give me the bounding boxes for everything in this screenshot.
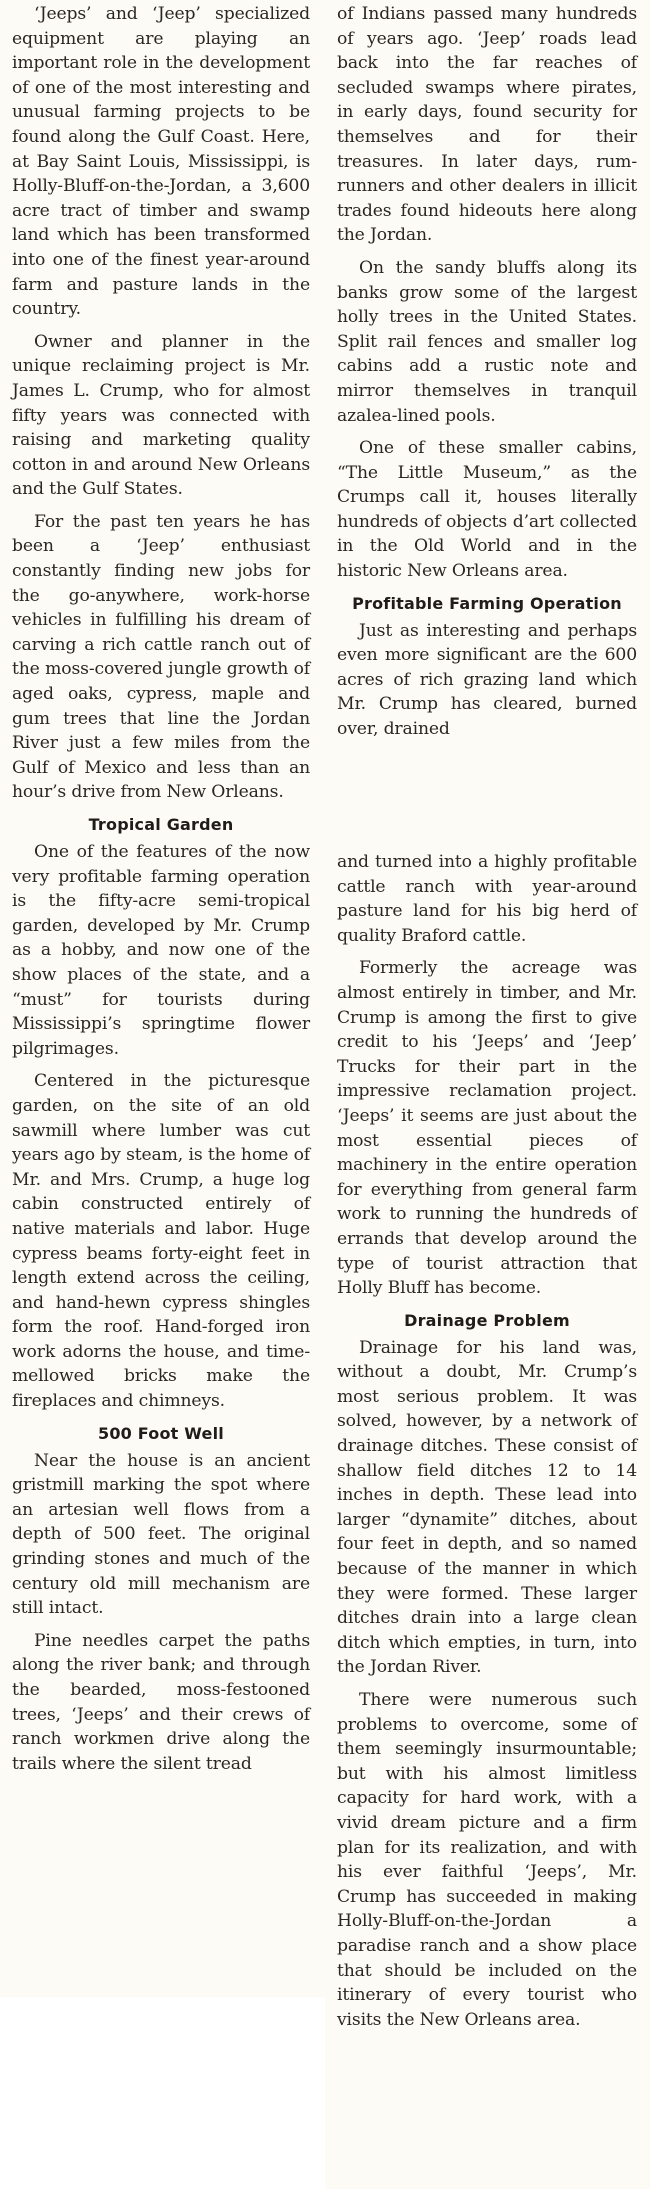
paragraph: and turned into a highly profitable cattle ranch with year-around pasture land for his big herd of quality Braford cattle. [337, 852, 637, 946]
paragraph: Owner and planner in the unique reclaiming project is Mr. James L. Crump, who for almost fifty years was connected with raising and marketing quality cotton in and around New Orleans and the Gulf States. [12, 331, 310, 500]
paragraph: On the sandy bluffs along its banks grow some of the largest holly trees in the United States. Split rail fences and smaller log cabins add a rustic note and mirror themselves in tranquil azalea-lined pools. [337, 257, 637, 426]
paragraph: There were numerous such problems to overcome, some of them seemingly insurmountable; but with his almost limitless capacity for hard work, with a vivid dream picture and a firm plan for its realization, and with his ever faithful ‘Jeeps’, Mr. Crump has succeeded in making Holly-Bluff-on-the-Jordan a paradise ranch and a show place that should be included on the itinerary of every tourist who visits the New Orleans area. [337, 1690, 637, 2030]
section-heading-500-foot-well: 500 Foot Well [98, 1423, 224, 1443]
paragraph: Pine needles carpet the paths along the river bank; and through the bearded, moss-festooned trees, ‘Jeeps’ and their crews of ranch workmen drive along the trails where the silent tread [12, 1630, 310, 1774]
paragraph: Near the house is an ancient gristmill marking the spot where an artesian well flows from a depth of 500 feet. The original grinding stones and much of the century old mill mechanism are still intact. [12, 1450, 310, 1619]
paragraph: ‘Jeeps’ and ‘Jeep’ specialized equipment are playing an important role in the development of one of the most interesting and unusual farming projects to be found along the Gulf Coast. Here, at Bay Saint Louis, Mississippi, is Holly-Bluff-on-the-Jordan, a 3,600 acre tract of timber and swamp land which has been transformed into one of the finest year-around farm and pasture lands in the country. [12, 4, 310, 320]
left-column [0, 0, 325, 1997]
paragraph: Centered in the picturesque garden, on the site of an old sawmill where lumber was cut years ago by steam, is the home of Mr. and Mrs. Crump, a huge log cabin constructed entirely of native materials and labor. Huge cypress beams forty-eight feet in length extend across the ceiling, and hand-hewn cypress shingles form the roof. Hand-forged iron work adorns the house, and time-mellowed bricks make the fireplaces and chimneys. [12, 1071, 310, 1412]
right-column-text-bottom [337, 850, 637, 2040]
paragraph: Drainage for his land was, without a doubt, Mr. Crump’s most serious problem. It was solved, however, by a network of drainage ditches. These consist of shallow field ditches 12 to 14 inches in depth. These lead into larger “dynamite” ditches, about four feet in depth, and so named because of the manner in which they were formed. These larger ditches drain into a large clean ditch which empties, in turn, into the Jordan River. [337, 1337, 637, 1678]
section-heading-tropical-garden: Tropical Garden [88, 815, 234, 834]
right-column [325, 0, 650, 2189]
section-heading-profitable-farming: Profitable Farming Operation [352, 593, 622, 613]
paragraph: Just as interesting and perhaps even more significant are the 600 acres of rich grazing land which Mr. Crump has cleared, burned over, drained [337, 620, 637, 740]
paragraph: Formerly the acreage was almost entirely in timber, and Mr. Crump is among the first to give credit to his ‘Jeeps’ and ‘Jeep’ Trucks for their part in the impressive reclamation project. ‘Jeeps’ it seems are just about the most essential pieces of machinery in the entire operation for everything from general farm work to running the hundreds of errands that develop around the type of tourist attraction that Holly Bluff has become. [337, 958, 637, 1299]
paragraph: One of the features of the now very profitable farming operation is the fifty-acre semi-tropical garden, developed by Mr. Crump as a hobby, and now one of the show places of the state, and a “must” for tourists during Mississippi’s springtime flower pilgrimages. [12, 842, 310, 1059]
right-column-text-top [337, 2, 637, 750]
paragraph: For the past ten years he has been a ‘Jeep’ enthusiast constantly finding new jobs for the go-anywhere, work-horse vehicles in fulfilling his dream of carving a rich cattle ranch out of the moss-covered jungle growth of aged oaks, cypress, maple and gum trees that line the Jordan River just a few miles from the Gulf of Mexico and less than an hour’s drive from New Orleans. [12, 511, 310, 803]
section-heading-drainage-problem: Drainage Problem [404, 1310, 570, 1330]
left-column-text [12, 2, 310, 1784]
paragraph: of Indians passed many hundreds of years ago. ‘Jeep’ roads lead back into the far reaches of secluded swamps where pirates, in early days, found security for themselves and for their treasures. In later days, rum-runners and other dealers in illicit trades found hideouts here along the Jordan. [337, 4, 637, 246]
paragraph: One of these smaller cabins, “The Little Museum,” as the Crumps call it, houses literally hundreds of objects d’art collected in the Old World and in the historic New Orleans area. [337, 438, 637, 582]
